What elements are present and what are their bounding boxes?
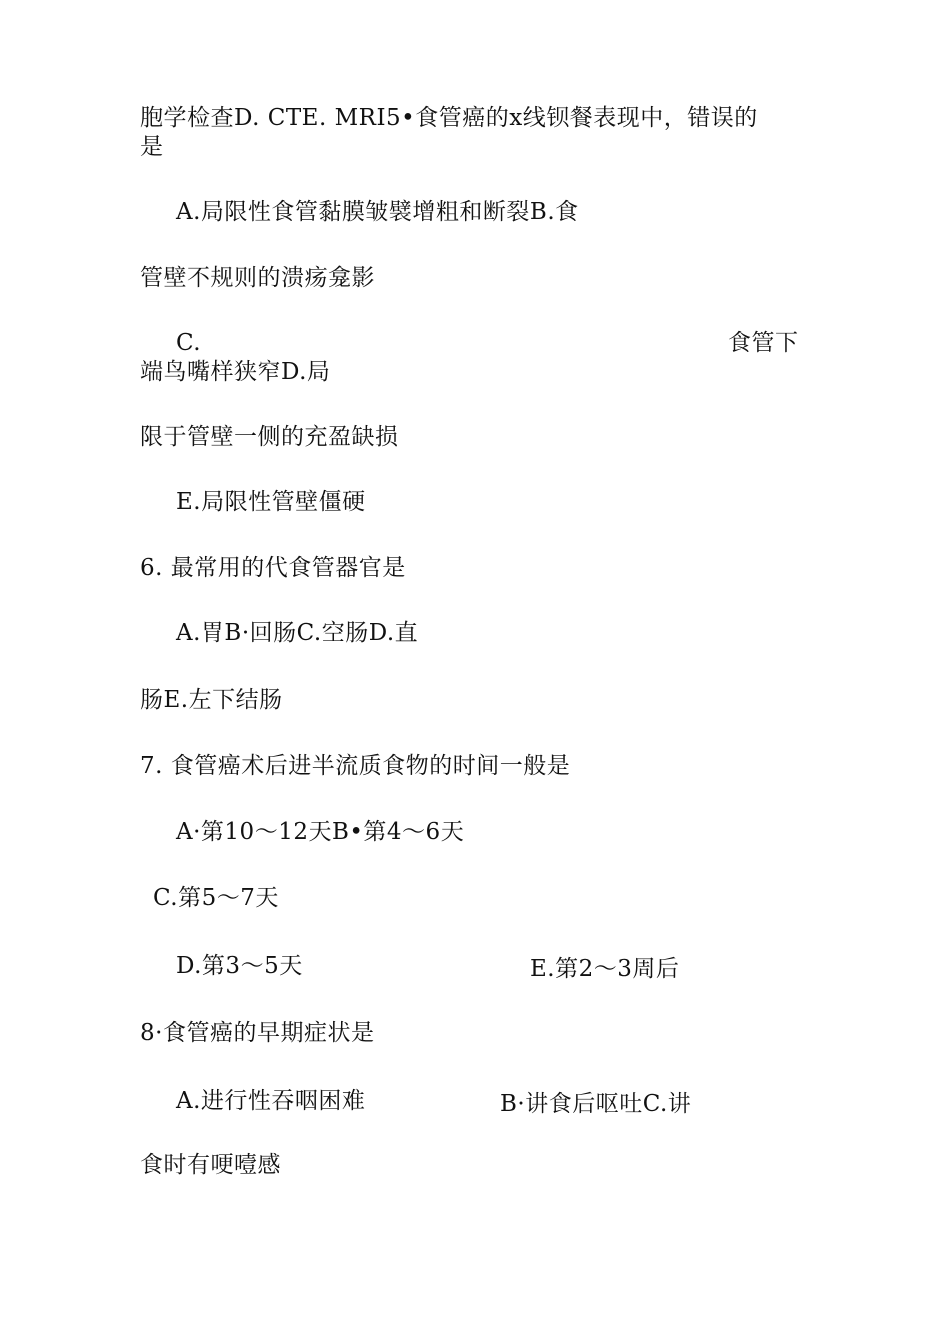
question-6-options-cont: 肠E.左下结肠 — [140, 687, 283, 713]
question-7-stem: 7. 食管癌术后进半流质食物的时间一般是 — [140, 753, 571, 779]
question-7-option-d: D.第3〜5天 — [176, 953, 303, 979]
question-5-option-e: E.局限性管壁僵硬 — [176, 489, 366, 515]
question-6-options: A.胃B·回肠C.空肠D.直 — [176, 620, 419, 646]
question-5-option-c-label: C. — [176, 330, 202, 356]
question-8-option-a: A.进行性吞咽困难 — [176, 1088, 366, 1114]
question-7-option-e: E.第2〜3周后 — [530, 956, 680, 982]
question-5-stem-line: 胞学检查D. CTE. MRI5•食管癌的x线钡餐表现中，错误的 — [140, 105, 758, 131]
question-8-option-b: B·讲食后呕吐C.讲 — [500, 1091, 692, 1117]
question-5-stem-line-end: 是 — [140, 134, 164, 160]
question-8-stem: 8·食管癌的早期症状是 — [140, 1020, 375, 1046]
question-5-option-a: A.局限性食管黏膜皱襞增粗和断裂B.食 — [176, 199, 579, 225]
question-7-option-c: C.第5〜7天 — [153, 885, 279, 911]
question-5-option-d: 限于管壁一侧的充盈缺损 — [140, 424, 399, 450]
question-5-option-c-cont: 端鸟嘴样狭窄D.局 — [140, 359, 331, 385]
question-8-option-c: 食时有哽噎感 — [140, 1152, 281, 1178]
question-5-option-c-text: 食管下 — [728, 330, 799, 356]
question-7-options-ab: A·第10〜12天B•第4〜6天 — [176, 819, 465, 845]
question-5-option-b: 管壁不规则的溃疡龛影 — [140, 265, 375, 291]
question-6-stem: 6. 最常用的代食管器官是 — [140, 555, 406, 581]
